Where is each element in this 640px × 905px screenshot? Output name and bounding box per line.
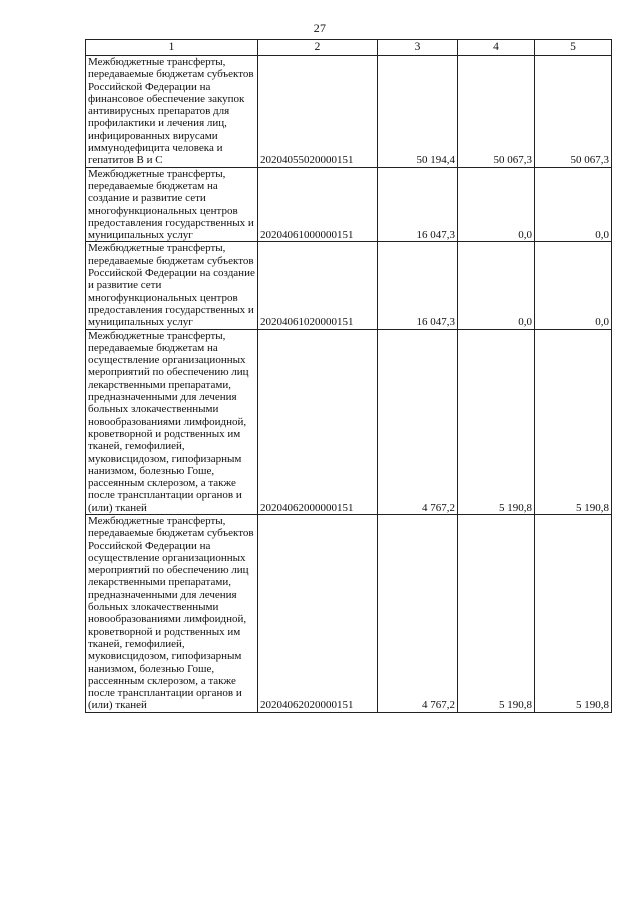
row-value-4: 0,0 [458,242,535,329]
row-value-5: 0,0 [535,242,612,329]
table-row [86,514,612,712]
table-row [86,242,612,329]
budget-table [85,39,612,713]
column-header-2: 2 [258,40,378,56]
row-value-5: 5 190,8 [535,514,612,712]
row-value-3: 4 767,2 [378,514,458,712]
row-value-4: 0,0 [458,167,535,242]
table-row [86,56,612,168]
row-value-3: 16 047,3 [378,242,458,329]
row-name: Межбюджетные трансферты, передаваемые бюджетам субъектов Российской Федерации на создание и развитие сети многофункциональных центров предоставления государственных и муниципальных услуг [86,242,258,329]
row-name: Межбюджетные трансферты, передаваемые бюджетам на создание и развитие сети многофункциональных центров предоставления государственных и муниципальных услуг [86,167,258,242]
column-header-5: 5 [535,40,612,56]
row-code: 20204061000000151 [258,167,378,242]
row-code: 20204055020000151 [258,56,378,168]
page-number: 27 [313,21,327,35]
row-value-3: 50 194,4 [378,56,458,168]
row-value-4: 5 190,8 [458,329,535,514]
column-header-3: 3 [378,40,458,56]
row-name: Межбюджетные трансферты, передаваемые бюджетам на осуществление организационных мероприятий по обеспечению лиц лекарственными препаратами, предназначенными для лечения больных злокачественными новообразованиями лимфоидной, кроветворной и родственных им тканей, гемофилией, муковисцидозом, гипофизарным нанизмом, болезнью Гоше, рассеянным склерозом, а также после трансплантации органов и (или) тканей [86,329,258,514]
table-row [86,167,612,242]
row-name: Межбюджетные трансферты, передаваемые бюджетам субъектов Российской Федерации на финансовое обеспечение закупок антивирусных препаратов для профилактики и лечения лиц, инфицированных вирусами иммунодефицита человека и гепатитов В и С [86,56,258,168]
table-row [86,329,612,514]
row-value-3: 4 767,2 [378,329,458,514]
row-value-3: 16 047,3 [378,167,458,242]
row-value-5: 0,0 [535,167,612,242]
row-code: 20204062000000151 [258,329,378,514]
column-header-4: 4 [458,40,535,56]
row-name: Межбюджетные трансферты, передаваемые бюджетам субъектов Российской Федерации на осуществление организационных мероприятий по обеспечению лиц лекарственными препаратами, предназначенными для лечения больных злокачественными новообразованиями лимфоидной, кроветворной и родственных им тканей, гемофилией, муковисцидозом, гипофизарным нанизмом, болезнью Гоше, рассеянным склерозом, а также после трансплантации органов и (или) тканей [86,514,258,712]
row-code: 20204061020000151 [258,242,378,329]
row-value-5: 50 067,3 [535,56,612,168]
row-code: 20204062020000151 [258,514,378,712]
row-value-5: 5 190,8 [535,329,612,514]
table-header-row [86,40,612,56]
row-value-4: 5 190,8 [458,514,535,712]
column-header-1: 1 [86,40,258,56]
row-value-4: 50 067,3 [458,56,535,168]
